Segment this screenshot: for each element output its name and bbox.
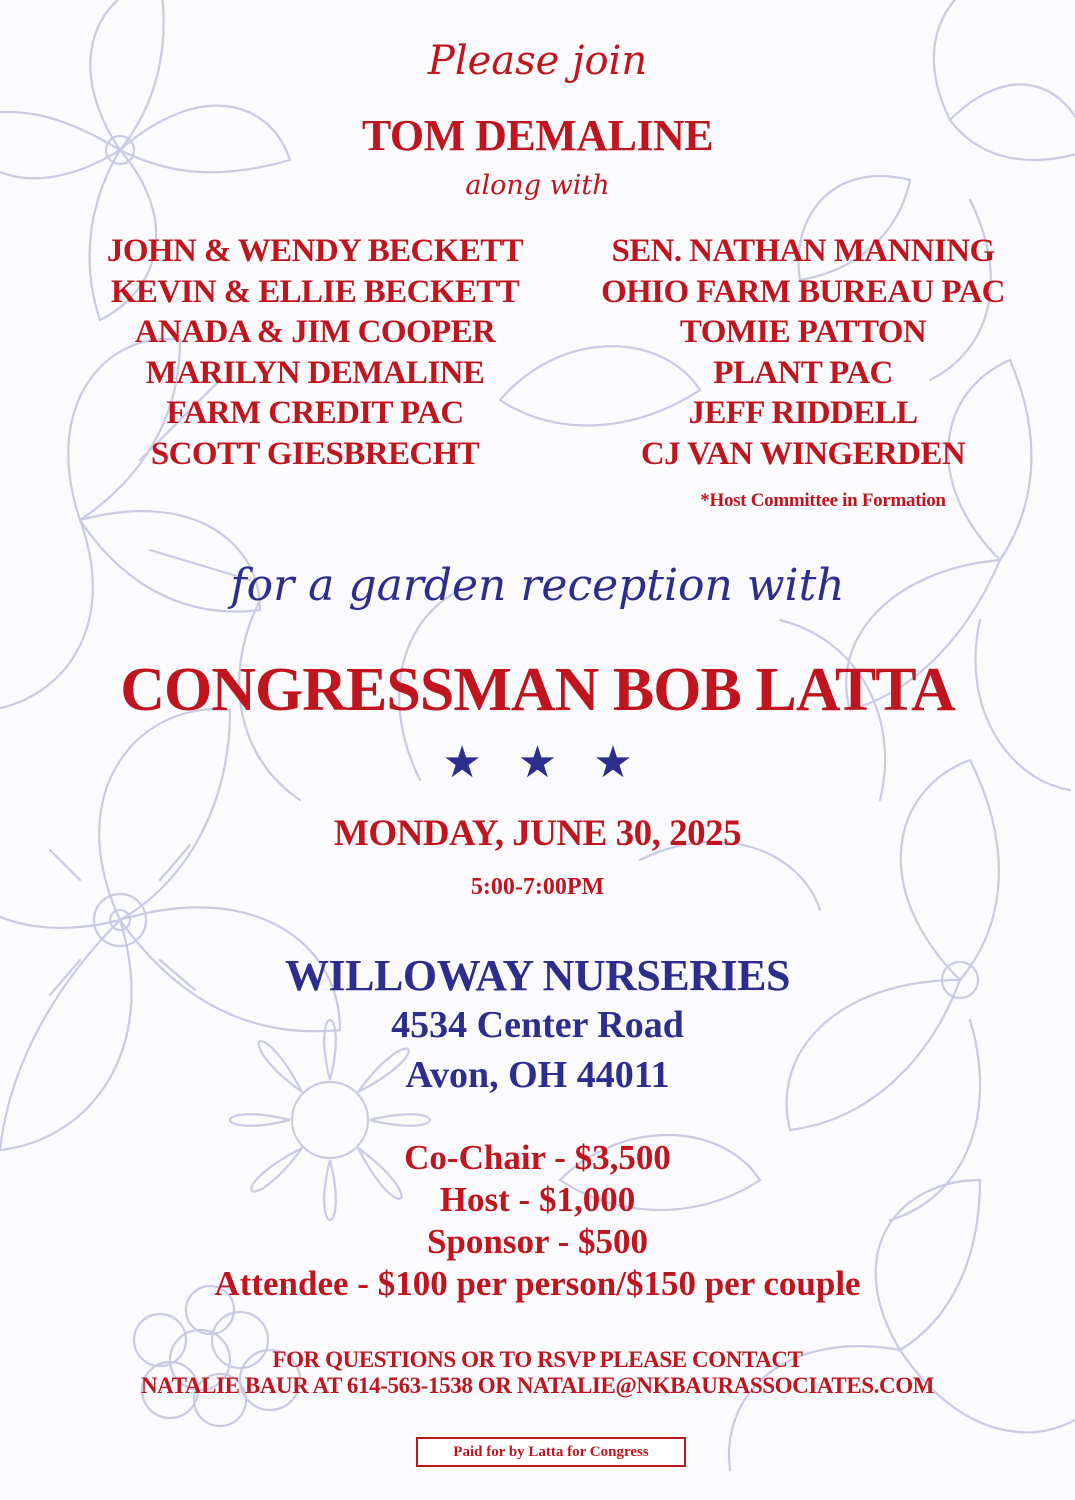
host-committee-note: *Host Committee in Formation — [700, 490, 946, 511]
venue-address-city: Avon, OH 44011 — [405, 1054, 670, 1096]
host-name: TOMIE PATTON — [679, 314, 927, 350]
host-name: PLANT PAC — [713, 354, 893, 391]
event-time: 5:00-7:00PM — [470, 874, 605, 900]
rsvp-contact-line: FOR QUESTIONS OR TO RSVP PLEASE CONTACT — [272, 1347, 803, 1372]
host-name: JEFF RIDDELL — [688, 395, 918, 431]
rsvp-contact — [0, 1347, 1075, 1399]
event-date: MONDAY, JUNE 30, 2025 — [333, 813, 742, 854]
contribution-level: Host - $1,000 — [439, 1180, 636, 1219]
garden-reception-text: for a garden reception with — [230, 560, 845, 611]
contribution-level: Attendee - $100 per person/$150 per couple — [214, 1264, 861, 1303]
host-name: FARM CREDIT PAC — [166, 395, 464, 431]
host-name: OHIO FARM BUREAU PAC — [601, 273, 1005, 310]
honoree-name: CONGRESSMAN BOB LATTA — [120, 656, 955, 724]
host-name: CJ VAN WINGERDEN — [640, 435, 966, 472]
venue-name: WILLOWAY NURSERIES — [285, 951, 790, 1000]
host-list-left — [55, 231, 575, 474]
host-name: SEN. NATHAN MANNING — [611, 233, 995, 269]
rsvp-contact-details: NATALIE BAUR AT 614-563-1538 OR NATALIE@NKBAURASSOCIATES.COM — [140, 1373, 935, 1398]
contribution-level: Sponsor - $500 — [426, 1222, 649, 1261]
host-name: SCOTT GIESBRECHT — [150, 435, 480, 472]
star-icon: ★ — [517, 738, 558, 787]
contribution-levels — [0, 1137, 1075, 1305]
venue-address-street: 4534 Center Road — [391, 1004, 684, 1046]
primary-host-name: TOM DEMALINE — [361, 111, 714, 160]
host-name: MARILYN DEMALINE — [145, 354, 485, 391]
host-list-right — [543, 231, 1063, 474]
contribution-level: Co-Chair - $3,500 — [404, 1138, 671, 1177]
along-with-text: along with — [465, 170, 610, 201]
star-icon: ★ — [593, 738, 633, 787]
please-join-text: Please join — [427, 38, 648, 84]
host-name: KEVIN & ELLIE BECKETT — [110, 273, 520, 310]
host-name: ANADA & JIM COOPER — [134, 314, 496, 350]
host-name: JOHN & WENDY BECKETT — [106, 233, 524, 269]
star-icon: ★ — [442, 738, 482, 787]
star-divider — [0, 733, 1075, 793]
paid-for-disclaimer: Paid for by Latta for Congress — [416, 1437, 686, 1467]
